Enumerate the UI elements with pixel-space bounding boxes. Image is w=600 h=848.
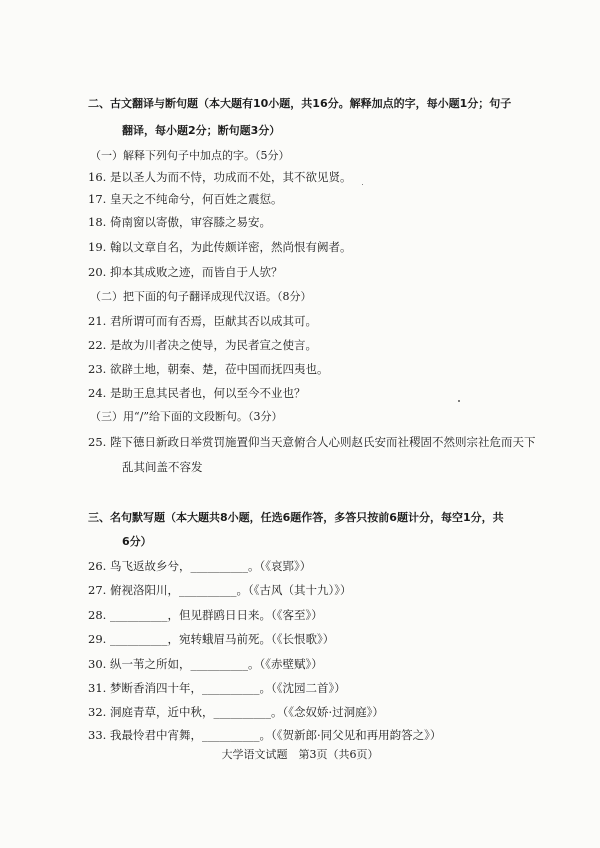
- question-19: 19. 翰以文章自名，为此传颇详密，然尚恨有阙者。: [88, 240, 352, 254]
- part2-heading: （二）把下面的句子翻译成现代汉语。（8分）: [90, 290, 312, 303]
- question-20: 20. 抑本其成败之迹，而皆自于人欤？: [88, 265, 283, 279]
- question-25-line2: 乱其间盖不容发: [122, 460, 203, 474]
- section3-title-line1: 三、名句默写题（本大题共8小题，任选6题作答，多答只按前6题计分，每空1分，共: [88, 511, 504, 524]
- question-17: 17. 皇天之不纯命兮，何百姓之震愆。: [88, 192, 283, 206]
- question-21: 21. 君所谓可而有否焉，臣献其否以成其可。: [88, 314, 317, 328]
- question-22: 22. 是故为川者决之使导，为民者宣之使言。: [88, 338, 317, 352]
- question-30: 30. 纵一苇之所如，__________。（《赤壁赋》）: [88, 657, 323, 671]
- question-25-line1: 25. 陛下德日新政日举赏罚施置仰当天意俯合人心则赵氏安而社稷固不然则宗社危而天下: [88, 435, 536, 449]
- section3-title-line2: 6分）: [122, 535, 152, 548]
- section2-title-line1: 二、古文翻译与断句题（本大题有10小题，共16分。解释加点的字，每小题1分；句子: [88, 97, 512, 110]
- question-33: 33. 我最怜君中宵舞，__________。（《贺新郎·同父见和再用韵答之》）: [88, 728, 442, 742]
- question-32: 32. 洞庭青草，近中秋，__________。（《念奴娇·过洞庭》）: [88, 705, 384, 719]
- scan-speck: [458, 400, 460, 402]
- part1-heading: （一）解释下列句子中加点的字。（5分）: [90, 149, 290, 162]
- page-footer: 大学语文试题 第3页（共6页）: [221, 748, 379, 761]
- question-18: 18. 倚南窗以寄傲，审容膝之易安。: [88, 215, 271, 229]
- question-24: 24. 是助王息其民者也，何以至今不业也？: [88, 386, 306, 400]
- part3-heading: （三）用“/”给下面的文段断句。（3分）: [90, 410, 283, 423]
- question-27: 27. 俯视洛阳川，__________。（《古风（其十九）》）: [88, 583, 352, 597]
- question-31: 31. 梦断香消四十年，__________。（《沈园二首》）: [88, 681, 346, 695]
- question-29: 29. __________，宛转蛾眉马前死。（《长恨歌》）: [88, 632, 335, 646]
- question-26: 26. 鸟飞返故乡兮，__________。（《哀郢》）: [88, 559, 312, 573]
- question-16: 16. 是以圣人为而不恃，功成而不处，其不欲见贤。: [88, 170, 352, 184]
- question-28: 28. __________，但见群鸥日日来。（《客至》）: [88, 608, 323, 622]
- section2-title-line2: 翻译，每小题2分；断句题3分）: [122, 124, 281, 137]
- scan-speck: [362, 184, 363, 185]
- question-23: 23. 欲辟土地，朝秦、楚，莅中国而抚四夷也。: [88, 362, 329, 376]
